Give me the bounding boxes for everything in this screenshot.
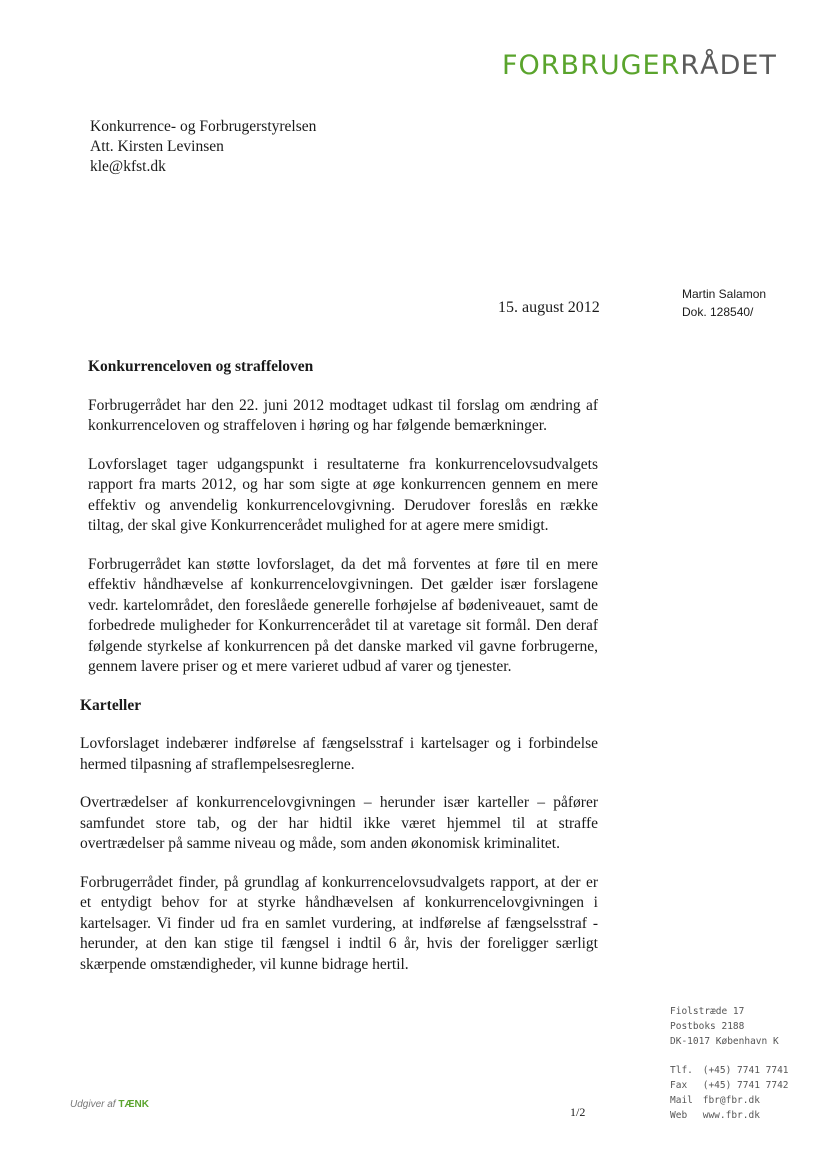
- letter-body: [80, 340, 598, 975]
- recipient-address: [90, 117, 316, 177]
- paragraph: Forbrugerrådet finder, på grundlag af konkurrencelovsudvalgets rapport, at der er et entydigt behov for at styrke håndhævelsen af konkurrencelovgivningen i kartelsager. Vi finder ud fra en samlet vurdering, at indførelse af fængselsstraf - herunder, at den kan stige til fængsel i indtil 6 år, hvis der foreligger særligt skærpende omstændigheder, vil kunne bidrage hertil.: [80, 873, 598, 973]
- forbrugerraadet-logo: [502, 52, 777, 79]
- footer-fax: Fax (+45) 7741 7742: [670, 1080, 789, 1091]
- taenk-logo: TÆNK: [118, 1099, 149, 1110]
- paragraph: Forbrugerrådet kan støtte lovforslaget, da det må forventes at føre til en mere effektiv håndhævelse af konkurrencelovgivningen. Det gælder især forslagene vedr. kartelområdet, den foreslåede generelle forhøjelse af bødeniveauet, samt de forbedrede muligheder for Konkurrencerådet til at varetage sit formål. Den deraf følgende styrkelse af konkurrencen på det danske marked vil gavne forbrugerne, gennem lavere priser og et mere varieret udbud af varer og tjenester.: [88, 555, 598, 675]
- letter-date: 15. august 2012: [498, 299, 600, 316]
- paragraph: Lovforslaget tager udgangspunkt i resultaterne fra konkurrencelovsudvalgets rapport fra marts 2012, og har som sigte at øge konkurrencen gennem en mere effektiv og anvendelig konkurrencelovgivning. Derudover foreslås en række tiltag, der skal give Konkurrencerådet mulighed for at agere mere smidigt.: [88, 455, 598, 534]
- footer-web: Web www.fbr.dk: [670, 1110, 760, 1121]
- recipient-attention: Att. Kirsten Levinsen: [90, 138, 224, 155]
- recipient-organisation: Konkurrence- og Forbrugerstyrelsen: [90, 118, 317, 135]
- footer-contact: [670, 1004, 789, 1123]
- logo-part-1: FORBRUGER: [502, 50, 681, 81]
- footer-city: DK-1017 København K: [670, 1036, 779, 1047]
- paragraph: Overtrædelser af konkurrencelovgivningen – herunder især karteller – påfører samfundet store tab, og der har hidtil ikke været hjemmel til at straffe overtrædelser på samme niveau og måde, som anden økonomisk kriminalitet.: [80, 794, 598, 852]
- section-heading-konkurrenceloven: Konkurrenceloven og straffeloven: [88, 358, 314, 375]
- footer-phone: Tlf. (+45) 7741 7741: [670, 1065, 789, 1076]
- publisher-prefix: Udgiver af: [70, 1099, 116, 1110]
- footer-mail: Mail fbr@fbr.dk: [670, 1095, 760, 1106]
- sender-name: Martin Salamon: [682, 287, 767, 301]
- document-number: Dok. 128540/: [682, 305, 754, 319]
- footer-street: Fiolstræde 17: [670, 1006, 745, 1017]
- paragraph: Lovforslaget indebærer indførelse af fængselsstraf i kartelsager og i forbindelse hermed tilpasning af straflempelsesreglerne.: [80, 735, 598, 773]
- recipient-email: kle@kfst.dk: [90, 158, 166, 175]
- publisher-note: [70, 1099, 149, 1110]
- sender-block: [682, 285, 766, 321]
- paragraph: Forbrugerrådet har den 22. juni 2012 modtaget udkast til forslag om ændring af konkurrenceloven og straffeloven i høring og har følgende bemærkninger.: [88, 396, 598, 434]
- section-heading-karteller: Karteller: [80, 696, 142, 714]
- page-number: 1/2: [570, 1105, 586, 1119]
- logo-part-2: RÅDET: [680, 50, 777, 81]
- footer-postbox: Postboks 2188: [670, 1021, 745, 1032]
